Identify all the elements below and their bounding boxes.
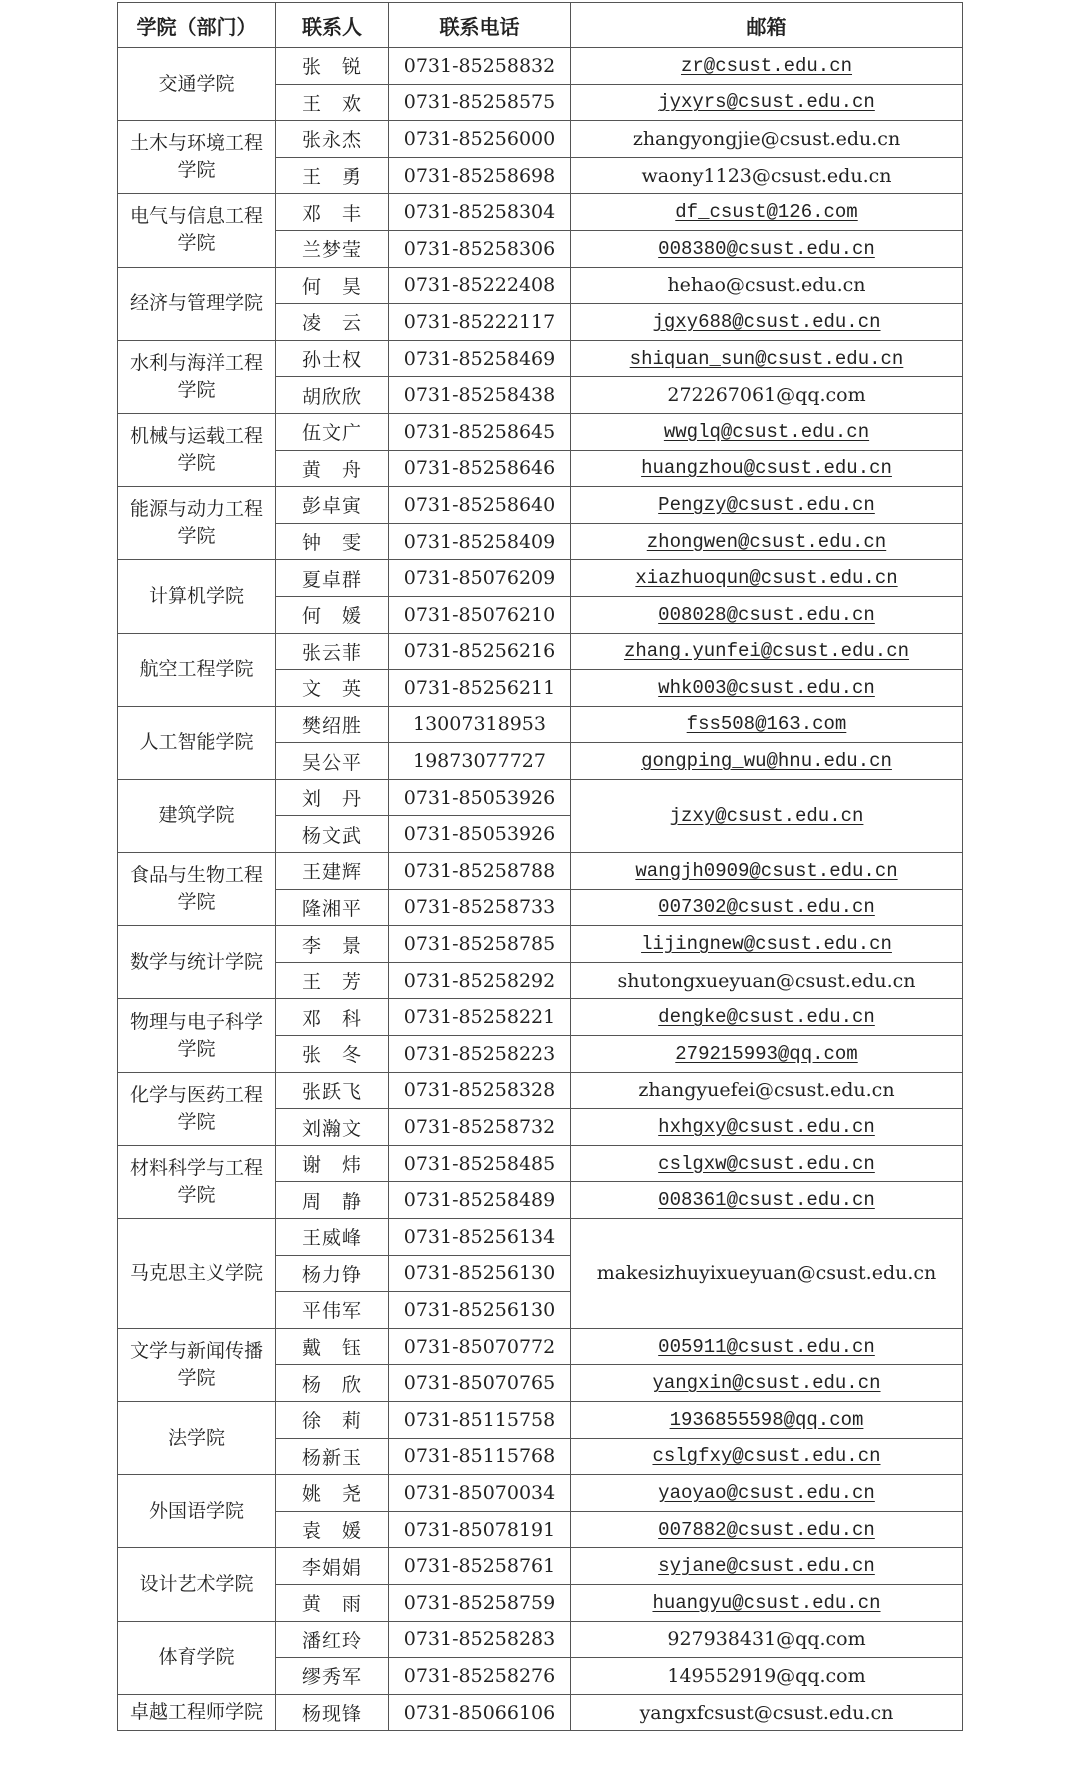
table-body	[118, 48, 963, 1731]
college-name-cell: 食品与生物工程学院	[118, 853, 276, 926]
email-cell	[571, 1621, 963, 1658]
college-name-cell: 文学与新闻传播学院	[118, 1328, 276, 1401]
phone-cell: 0731-85256134	[389, 1219, 571, 1256]
contact-name-cell: 刘瀚文	[276, 1109, 389, 1146]
college-name-cell: 物理与电子科学学院	[118, 999, 276, 1072]
phone-cell: 0731-85258698	[389, 157, 571, 194]
email-cell[interactable]	[571, 450, 963, 487]
email-text: 927938431@qq.com	[667, 1628, 866, 1651]
table-row	[118, 1219, 963, 1256]
header-row	[118, 3, 963, 48]
phone-cell: 0731-85258785	[389, 926, 571, 963]
contact-name-cell: 伍文广	[276, 413, 389, 450]
phone-cell: 0731-85053926	[389, 779, 571, 816]
contact-name-cell: 邓 科	[276, 999, 389, 1036]
email-link[interactable]: whk003@csust.edu.cn	[658, 676, 875, 699]
table-row	[118, 633, 963, 670]
phone-cell: 0731-85222117	[389, 304, 571, 341]
contact-name-cell: 王 欢	[276, 84, 389, 121]
email-text: hehao@csust.edu.cn	[667, 274, 866, 297]
email-cell[interactable]	[571, 48, 963, 85]
email-cell[interactable]	[571, 926, 963, 963]
contact-name-cell: 张跃飞	[276, 1072, 389, 1109]
email-cell[interactable]	[571, 1036, 963, 1073]
email-cell[interactable]	[571, 1511, 963, 1548]
contact-name-cell: 张云菲	[276, 633, 389, 670]
college-name-cell: 航空工程学院	[118, 633, 276, 706]
email-link[interactable]: gongping_wu@hnu.edu.cn	[641, 750, 892, 773]
email-link[interactable]: zr@csust.edu.cn	[680, 54, 853, 77]
contact-name-cell: 王 勇	[276, 157, 389, 194]
college-name-cell: 外国语学院	[118, 1475, 276, 1548]
email-cell[interactable]	[571, 487, 963, 524]
header-email: 邮箱	[571, 3, 963, 48]
college-name-cell: 经济与管理学院	[118, 267, 276, 340]
email-cell	[571, 1658, 963, 1695]
email-cell[interactable]	[571, 304, 963, 341]
email-cell[interactable]	[571, 1584, 963, 1621]
contact-name-cell: 谢 炜	[276, 1145, 389, 1182]
email-link[interactable]: zhongwen@csust.edu.cn	[646, 530, 887, 553]
table-row	[118, 340, 963, 377]
contact-name-cell: 何 媛	[276, 596, 389, 633]
email-link[interactable]: wwglq@csust.edu.cn	[663, 420, 870, 443]
college-name-cell: 建筑学院	[118, 779, 276, 852]
table-row	[118, 121, 963, 158]
email-cell[interactable]	[571, 779, 963, 852]
email-cell	[571, 157, 963, 194]
phone-cell: 0731-85115768	[389, 1438, 571, 1475]
phone-cell: 0731-85258646	[389, 450, 571, 487]
phone-cell: 0731-85258221	[389, 999, 571, 1036]
table-row	[118, 487, 963, 524]
email-cell[interactable]	[571, 1328, 963, 1365]
college-name-cell: 土木与环境工程学院	[118, 121, 276, 194]
phone-cell: 0731-85258732	[389, 1109, 571, 1146]
email-link[interactable]: fss508@163.com	[686, 713, 847, 736]
table-row	[118, 1475, 963, 1512]
phone-cell: 0731-85258489	[389, 1182, 571, 1219]
table-row	[118, 560, 963, 597]
phone-cell: 0731-85070765	[389, 1365, 571, 1402]
college-name-cell: 体育学院	[118, 1621, 276, 1694]
phone-cell: 0731-85258276	[389, 1658, 571, 1695]
phone-cell: 0731-85258292	[389, 962, 571, 999]
contact-name-cell: 袁 媛	[276, 1511, 389, 1548]
phone-cell: 0731-85076209	[389, 560, 571, 597]
email-cell	[571, 1219, 963, 1329]
email-text: makesizhuyixueyuan@csust.edu.cn	[596, 1262, 937, 1285]
contact-name-cell: 邓 丰	[276, 194, 389, 231]
phone-cell: 0731-85115758	[389, 1401, 571, 1438]
email-text: yangxfcsust@csust.edu.cn	[639, 1701, 894, 1724]
email-link[interactable]: 007882@csust.edu.cn	[658, 1518, 875, 1541]
phone-cell: 0731-85070772	[389, 1328, 571, 1365]
email-link[interactable]: shiquan_sun@csust.edu.cn	[629, 347, 904, 370]
email-link[interactable]: jgxy688@csust.edu.cn	[652, 310, 881, 333]
header-college: 学院（部门）	[118, 3, 276, 48]
header-contact: 联系人	[276, 3, 389, 48]
table-row	[118, 267, 963, 304]
contact-name-cell: 王建辉	[276, 853, 389, 890]
contact-name-cell: 胡欣欣	[276, 377, 389, 414]
contact-name-cell: 隆湘平	[276, 889, 389, 926]
contact-name-cell: 李 景	[276, 926, 389, 963]
table-row	[118, 1145, 963, 1182]
phone-cell: 0731-85258409	[389, 523, 571, 560]
email-link[interactable]: xiazhuoqun@csust.edu.cn	[635, 567, 898, 590]
email-link[interactable]: 008361@csust.edu.cn	[658, 1189, 875, 1212]
phone-cell: 0731-85258485	[389, 1145, 571, 1182]
college-name-cell: 材料科学与工程学院	[118, 1145, 276, 1218]
email-cell[interactable]	[571, 1438, 963, 1475]
college-name-cell: 人工智能学院	[118, 706, 276, 779]
email-link[interactable]: syjane@csust.edu.cn	[658, 1555, 875, 1578]
phone-cell: 0731-85076210	[389, 596, 571, 633]
table-row	[118, 1694, 963, 1731]
contact-name-cell: 凌 云	[276, 304, 389, 341]
email-cell	[571, 377, 963, 414]
contact-name-cell: 杨文武	[276, 816, 389, 853]
email-cell[interactable]	[571, 1475, 963, 1512]
contact-name-cell: 钟 雯	[276, 523, 389, 560]
table-header	[118, 3, 963, 48]
email-cell[interactable]	[571, 413, 963, 450]
email-cell	[571, 1072, 963, 1109]
contact-name-cell: 彭卓寅	[276, 487, 389, 524]
email-cell[interactable]	[571, 889, 963, 926]
phone-cell: 0731-85258832	[389, 48, 571, 85]
email-link[interactable]: 1936855598@qq.com	[669, 1408, 864, 1431]
phone-cell: 0731-85258575	[389, 84, 571, 121]
phone-cell: 0731-85070034	[389, 1475, 571, 1512]
college-name-cell: 设计艺术学院	[118, 1548, 276, 1621]
college-name-cell: 交通学院	[118, 48, 276, 121]
phone-cell: 0731-85258223	[389, 1036, 571, 1073]
email-cell	[571, 121, 963, 158]
email-cell[interactable]	[571, 523, 963, 560]
contact-name-cell: 平伟军	[276, 1292, 389, 1329]
contact-name-cell: 王威峰	[276, 1219, 389, 1256]
college-name-cell: 机械与运载工程学院	[118, 413, 276, 486]
email-text: waony1123@csust.edu.cn	[641, 164, 892, 187]
college-name-cell: 卓越工程师学院	[118, 1694, 276, 1731]
email-cell[interactable]	[571, 84, 963, 121]
phone-cell: 0731-85053926	[389, 816, 571, 853]
contact-name-cell: 王 芳	[276, 962, 389, 999]
phone-cell: 0731-85258761	[389, 1548, 571, 1585]
email-link[interactable]: huangyu@csust.edu.cn	[652, 1591, 881, 1614]
email-cell[interactable]	[571, 1145, 963, 1182]
table-row	[118, 1548, 963, 1585]
contact-table	[117, 2, 963, 1731]
email-cell[interactable]	[571, 853, 963, 890]
email-link[interactable]: lijingnew@csust.edu.cn	[641, 933, 892, 956]
email-cell[interactable]	[571, 560, 963, 597]
email-link[interactable]: cslgxw@csust.edu.cn	[658, 1152, 875, 1175]
email-cell[interactable]	[571, 340, 963, 377]
phone-cell: 0731-85256216	[389, 633, 571, 670]
table-row	[118, 999, 963, 1036]
email-link[interactable]: yangxin@csust.edu.cn	[652, 1372, 881, 1395]
email-cell[interactable]	[571, 743, 963, 780]
email-cell[interactable]	[571, 999, 963, 1036]
email-text: 149552919@qq.com	[667, 1664, 866, 1687]
table-row	[118, 853, 963, 890]
phone-cell: 0731-85258328	[389, 1072, 571, 1109]
contact-name-cell: 徐 莉	[276, 1401, 389, 1438]
phone-cell: 13007318953	[389, 706, 571, 743]
table-row	[118, 706, 963, 743]
email-link[interactable]: df_csust@126.com	[675, 201, 858, 224]
phone-cell: 0731-85258304	[389, 194, 571, 231]
contact-name-cell: 周 静	[276, 1182, 389, 1219]
college-name-cell: 能源与动力工程学院	[118, 487, 276, 560]
contact-name-cell: 黄 舟	[276, 450, 389, 487]
phone-cell: 0731-85078191	[389, 1511, 571, 1548]
contact-name-cell: 黄 雨	[276, 1584, 389, 1621]
phone-cell: 0731-85258438	[389, 377, 571, 414]
college-name-cell: 化学与医药工程学院	[118, 1072, 276, 1145]
email-link[interactable]: 005911@csust.edu.cn	[658, 1335, 875, 1358]
college-name-cell: 计算机学院	[118, 560, 276, 633]
email-link[interactable]: huangzhou@csust.edu.cn	[641, 457, 892, 480]
phone-cell: 0731-85258306	[389, 230, 571, 267]
email-link[interactable]: 008380@csust.edu.cn	[658, 237, 875, 260]
email-cell	[571, 267, 963, 304]
contact-name-cell: 张 冬	[276, 1036, 389, 1073]
email-cell[interactable]	[571, 1109, 963, 1146]
contact-name-cell: 姚 尧	[276, 1475, 389, 1512]
email-cell	[571, 1694, 963, 1731]
email-link[interactable]: Pengzy@csust.edu.cn	[658, 493, 875, 516]
phone-cell: 0731-85258640	[389, 487, 571, 524]
contact-name-cell: 文 英	[276, 670, 389, 707]
email-link[interactable]: 008028@csust.edu.cn	[658, 603, 875, 626]
contact-name-cell: 刘 丹	[276, 779, 389, 816]
table-row	[118, 48, 963, 85]
contact-name-cell: 何 昊	[276, 267, 389, 304]
phone-cell: 0731-85256130	[389, 1255, 571, 1292]
table-row	[118, 1328, 963, 1365]
phone-cell: 0731-85256000	[389, 121, 571, 158]
email-cell[interactable]	[571, 1182, 963, 1219]
contact-name-cell: 樊绍胜	[276, 706, 389, 743]
phone-cell: 0731-85258733	[389, 889, 571, 926]
email-link[interactable]: 279215993@qq.com	[675, 1042, 858, 1065]
contact-name-cell: 李娟娟	[276, 1548, 389, 1585]
phone-cell: 0731-85256211	[389, 670, 571, 707]
college-name-cell: 法学院	[118, 1401, 276, 1474]
phone-cell: 0731-85222408	[389, 267, 571, 304]
email-cell[interactable]	[571, 670, 963, 707]
email-link[interactable]: dengke@csust.edu.cn	[658, 1006, 875, 1029]
email-link[interactable]: wangjh0909@csust.edu.cn	[635, 859, 898, 882]
contact-name-cell: 缪秀军	[276, 1658, 389, 1695]
college-name-cell: 马克思主义学院	[118, 1219, 276, 1329]
contact-name-cell: 戴 钰	[276, 1328, 389, 1365]
contact-name-cell: 兰梦莹	[276, 230, 389, 267]
table-row	[118, 1401, 963, 1438]
college-name-cell: 数学与统计学院	[118, 926, 276, 999]
contact-name-cell: 杨力铮	[276, 1255, 389, 1292]
contact-name-cell: 杨 欣	[276, 1365, 389, 1402]
contact-name-cell: 潘红玲	[276, 1621, 389, 1658]
email-cell[interactable]	[571, 1401, 963, 1438]
header-phone: 联系电话	[389, 3, 571, 48]
email-text: 272267061@qq.com	[667, 384, 866, 407]
phone-cell: 0731-85258788	[389, 853, 571, 890]
email-link[interactable]: jyxyrs@csust.edu.cn	[658, 91, 875, 114]
table-row	[118, 413, 963, 450]
email-text: shutongxueyuan@csust.edu.cn	[617, 969, 916, 992]
phone-cell: 0731-85258759	[389, 1584, 571, 1621]
phone-cell: 0731-85258469	[389, 340, 571, 377]
phone-cell: 0731-85258645	[389, 413, 571, 450]
contact-name-cell: 孙士权	[276, 340, 389, 377]
email-cell[interactable]	[571, 1548, 963, 1585]
email-link[interactable]: jzxy@csust.edu.cn	[669, 804, 864, 827]
email-text: zhangyongjie@csust.edu.cn	[632, 127, 901, 150]
email-cell	[571, 962, 963, 999]
email-cell[interactable]	[571, 1365, 963, 1402]
contact-name-cell: 杨新玉	[276, 1438, 389, 1475]
email-cell[interactable]	[571, 633, 963, 670]
contact-name-cell: 吴公平	[276, 743, 389, 780]
phone-cell: 0731-85066106	[389, 1694, 571, 1731]
email-link[interactable]: yaoyao@csust.edu.cn	[658, 1481, 875, 1504]
email-text: zhangyuefei@csust.edu.cn	[638, 1079, 895, 1102]
contact-name-cell: 张永杰	[276, 121, 389, 158]
contact-name-cell: 杨现锋	[276, 1694, 389, 1731]
email-link[interactable]: 007302@csust.edu.cn	[658, 896, 875, 919]
email-cell[interactable]	[571, 194, 963, 231]
table-row	[118, 1621, 963, 1658]
table-row	[118, 194, 963, 231]
table-row	[118, 779, 963, 816]
email-cell[interactable]	[571, 706, 963, 743]
email-link[interactable]: hxhgxy@csust.edu.cn	[658, 1116, 875, 1139]
college-name-cell: 水利与海洋工程学院	[118, 340, 276, 413]
email-cell[interactable]	[571, 230, 963, 267]
college-name-cell: 电气与信息工程学院	[118, 194, 276, 267]
contact-name-cell: 张 锐	[276, 48, 389, 85]
contact-name-cell: 夏卓群	[276, 560, 389, 597]
table-row	[118, 926, 963, 963]
email-link[interactable]: zhang.yunfei@csust.edu.cn	[623, 640, 910, 663]
phone-cell: 0731-85258283	[389, 1621, 571, 1658]
phone-cell: 19873077727	[389, 743, 571, 780]
phone-cell: 0731-85256130	[389, 1292, 571, 1329]
table-row	[118, 1072, 963, 1109]
email-cell[interactable]	[571, 596, 963, 633]
email-link[interactable]: cslgfxy@csust.edu.cn	[652, 1445, 881, 1468]
